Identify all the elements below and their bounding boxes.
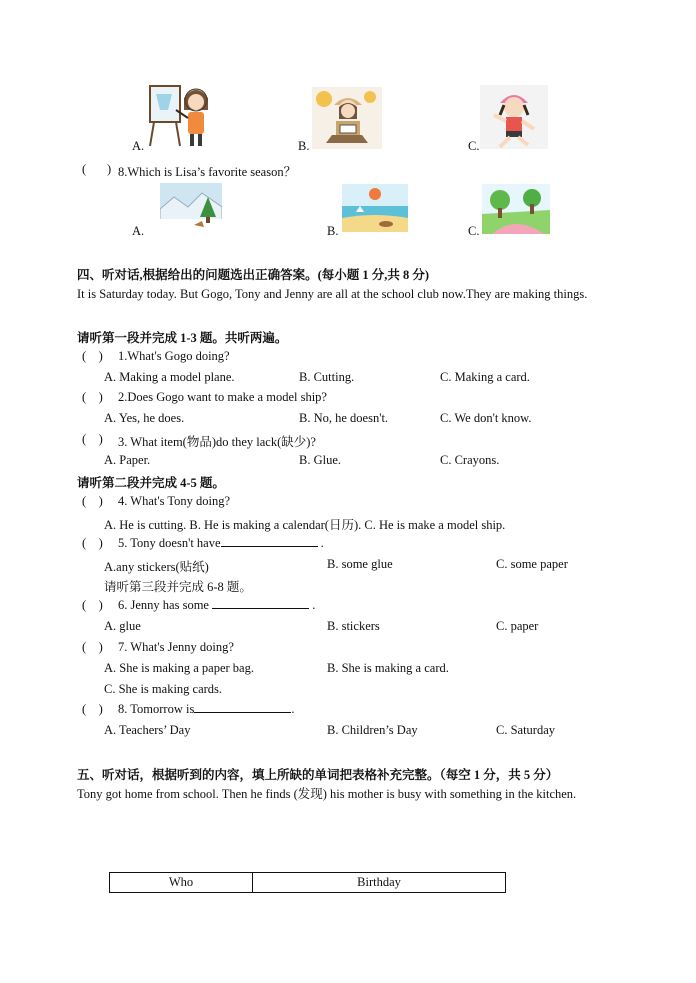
q1-option-c: C. Making a card. bbox=[440, 370, 530, 384]
section4-part3: 请听第三段并完成 6-8 题。 bbox=[104, 580, 252, 594]
q6-question-text: 6. Jenny has some bbox=[118, 598, 209, 612]
summer-picture bbox=[342, 184, 408, 232]
q3-option-b: B. Glue. bbox=[299, 453, 342, 467]
section5-heading: 五、听对话，根据听到的内容，填上所缺的单词把表格补充完整。（每空 1 分，共 5 分） bbox=[77, 768, 559, 782]
q8b-option-b: B. Children’s Day bbox=[327, 723, 418, 737]
q8-paren-close: ) bbox=[107, 162, 112, 176]
q6-answer-blank[interactable] bbox=[212, 598, 309, 609]
q8b-question-text: 8. Tomorrow is bbox=[118, 702, 195, 716]
q5-option-a: A.any stickers(贴纸) bbox=[104, 560, 209, 574]
q7-option-a: A. She is making a paper bag. bbox=[104, 661, 254, 675]
q6-option-a: A. glue bbox=[104, 619, 141, 633]
girl-reading-picture bbox=[312, 87, 382, 149]
q8-option-a: A. bbox=[132, 224, 145, 238]
q6-option-b: B. stickers bbox=[327, 619, 380, 633]
q8-option-b: B. bbox=[327, 224, 339, 238]
q7-question: 7. What's Jenny doing? bbox=[118, 640, 234, 654]
section5-intro: Tony got home from school. Then he finds (发现) his mother is busy with something in the kitchen. bbox=[77, 787, 577, 801]
section4-part2: 请听第二段并完成 4-5 题。 bbox=[77, 476, 225, 490]
q3-option-c: C. Crayons. bbox=[440, 453, 500, 467]
q3-option-a: A. Paper. bbox=[104, 453, 151, 467]
paren: ( ) bbox=[82, 349, 103, 363]
q8b-answer-blank[interactable] bbox=[194, 702, 291, 713]
q8b-option-c: C. Saturday bbox=[496, 723, 556, 737]
girl-painting-picture bbox=[146, 80, 212, 150]
q5-question-end: . bbox=[320, 536, 324, 550]
q7-option-c: C. bbox=[468, 139, 480, 153]
q1-question: 1.What's Gogo doing? bbox=[118, 349, 230, 363]
q2-question: 2.Does Gogo want to make a model ship? bbox=[118, 390, 327, 404]
paren: ( ) bbox=[82, 702, 103, 716]
q1-option-b: B. Cutting. bbox=[299, 370, 355, 384]
q5-question bbox=[118, 536, 324, 551]
paren: ( ) bbox=[82, 598, 103, 612]
table-header-who: Who bbox=[110, 873, 253, 893]
q6-option-c: C. paper bbox=[496, 619, 539, 633]
paren: ( ) bbox=[82, 494, 103, 508]
section4-heading: 四、听对话,根据给出的问题选出正确答案。(每小题 1 分,共 8 分) bbox=[77, 268, 430, 282]
answer-table bbox=[109, 872, 506, 893]
q2-option-a: A. Yes, he does. bbox=[104, 411, 185, 425]
q4-options: A. He is cutting. B. He is making a calendar(日历). C. He is make a model ship. bbox=[104, 518, 506, 532]
q5-option-b: B. some glue bbox=[327, 557, 393, 571]
section4-part1: 请听第一段并完成 1-3 题。共听两遍。 bbox=[77, 331, 288, 345]
girl-running-picture bbox=[480, 85, 548, 149]
paren: ( ) bbox=[82, 536, 103, 550]
q5-option-c: C. some paper bbox=[496, 557, 568, 571]
q6-question-end: . bbox=[312, 598, 316, 612]
q5-answer-blank[interactable] bbox=[221, 536, 318, 547]
q8-question: 8.Which is Lisa’s favorite season？ bbox=[118, 165, 297, 179]
q5-question-text: 5. Tony doesn't have bbox=[118, 536, 221, 550]
q7-option-b: B. She is making a card. bbox=[327, 661, 449, 675]
q7-option-b: B. bbox=[298, 139, 310, 153]
q7-option-a: A. bbox=[132, 139, 145, 153]
q8b-question bbox=[118, 702, 294, 717]
table-header-row bbox=[110, 873, 506, 893]
q8-option-c: C. bbox=[468, 224, 480, 238]
q6-question bbox=[118, 598, 315, 613]
paren: ( ) bbox=[82, 390, 103, 404]
q2-option-c: C. We don't know. bbox=[440, 411, 532, 425]
paren: ( ) bbox=[82, 432, 103, 446]
q8-paren-open: ( bbox=[82, 162, 87, 176]
q7-option-c: C. She is making cards. bbox=[104, 682, 223, 696]
section4-intro: It is Saturday today. But Gogo, Tony and Jenny are all at the school club now.They are making things. bbox=[77, 287, 588, 301]
paren: ( ) bbox=[82, 640, 103, 654]
q4-question: 4. What's Tony doing? bbox=[118, 494, 231, 508]
winter-picture bbox=[160, 183, 222, 233]
q8b-option-a: A. Teachers’ Day bbox=[104, 723, 191, 737]
q1-option-a: A. Making a model plane. bbox=[104, 370, 235, 384]
q2-option-b: B. No, he doesn't. bbox=[299, 411, 389, 425]
spring-picture bbox=[482, 184, 550, 234]
q8b-question-end: . bbox=[291, 702, 295, 716]
table-header-birthday: Birthday bbox=[253, 873, 506, 893]
q3-question: 3. What item(物品)do they lack(缺少)? bbox=[118, 435, 316, 449]
